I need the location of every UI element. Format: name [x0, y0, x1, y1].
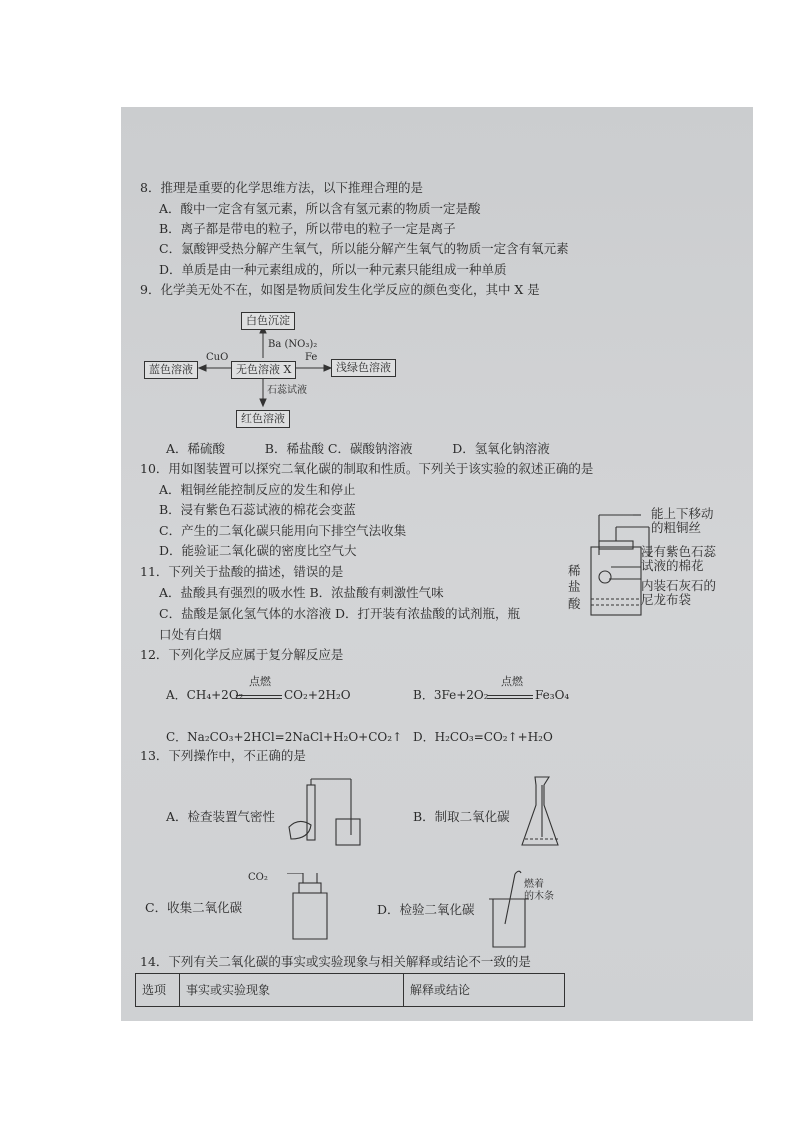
q9-box-top: 白色沉淀 — [241, 312, 295, 330]
q12-b-reaction-sign — [487, 695, 533, 699]
q13-option-b: B．制取二氧化碳 — [413, 809, 510, 824]
q11-options-ab: A．盐酸具有强烈的吸水性 B．浓盐酸有刺激性气味 — [159, 585, 444, 600]
q13-option-a: A．检查装置气密性 — [166, 809, 276, 824]
q14-table-header — [135, 973, 565, 1007]
q10-label-cotton: 浸有紫色石蕊 试液的棉花 — [641, 544, 717, 574]
q9-options: A．稀硫酸 B．稀盐酸 C．碳酸钠溶液 D．氢氧化钠溶液 — [166, 441, 550, 456]
q10-label-acid: 稀 盐 酸 — [568, 563, 581, 611]
q8-option-a: A．酸中一定含有氢元素，所以含有氢元素的物质一定是酸 — [159, 201, 481, 216]
q12-a-condition: 点燃 — [249, 675, 271, 688]
q12-option-c: C．Na₂CO₃+2HCl=2NaCl+H₂O+CO₂↑ — [166, 730, 403, 744]
q9-box-right: 浅绿色溶液 — [331, 359, 396, 377]
q11-stem: 11．下列关于盐酸的描述，错误的是 — [140, 564, 344, 579]
q13-c-gas-bottle-figure — [285, 873, 335, 943]
q13-stem: 13．下列操作中，不正确的是 — [140, 748, 306, 763]
q14-col-conclusion: 解释或结论 — [410, 983, 471, 997]
q14-col-option: 选项 — [136, 974, 180, 1006]
q12-a-reaction-sign — [236, 695, 282, 699]
q12-option-a: A．CH₄+2O₂ — [166, 688, 244, 702]
q9-box-center: 无色溶液 X — [231, 361, 296, 379]
q8-option-c: C．氯酸钾受热分解产生氧气，所以能分解产生氧气的物质一定含有氧元素 — [159, 241, 569, 256]
q13-b-co2-flask-figure — [517, 767, 567, 857]
q13-a-airtightness-figure — [281, 775, 361, 855]
q13-co2-label: CO₂ — [248, 872, 268, 883]
q9-arrows — [121, 302, 753, 452]
q9-label-bottom: 石蕊试液 — [267, 385, 307, 396]
q10-stem: 10．用如图装置可以探究二氧化碳的制取和性质。下列关于该实验的叙述正确的是 — [140, 461, 594, 476]
q12-option-d: D．H₂CO₃=CO₂↑+H₂O — [413, 730, 553, 744]
q8-option-b: B．离子都是带电的粒子，所以带电的粒子一定是离子 — [159, 221, 456, 236]
q13-d-test-figure — [483, 869, 533, 949]
q9-label-right: Fe — [305, 352, 318, 363]
q12-stem: 12．下列化学反应属于复分解反应是 — [140, 647, 344, 662]
q12-b-condition: 点燃 — [501, 675, 523, 688]
q12-a-products: CO₂+2H₂O — [284, 688, 351, 702]
q11-options-cd: C．盐酸是氯化氢气体的水溶液 D．打开装有浓盐酸的试剂瓶，瓶 — [159, 606, 521, 621]
q10-option-a: A．粗铜丝能控制反应的发生和停止 — [159, 482, 356, 497]
q9-stem: 9．化学美无处不在，如图是物质间发生化学反应的颜色变化，其中 X 是 — [140, 282, 540, 297]
exam-paper — [121, 107, 753, 1021]
q14-stem: 14．下列有关二氧化碳的事实或实验现象与相关解释或结论不一致的是 — [140, 954, 531, 969]
q14-col-fact: 事实或实验现象 — [180, 974, 404, 1006]
q10-option-d: D．能验证二氧化碳的密度比空气大 — [159, 543, 357, 558]
q8-option-d: D．单质是由一种元素组成的，所以一种元素只能组成一种单质 — [159, 262, 507, 277]
q10-label-nylon-bag: 内装石灰石的 尼龙布袋 — [641, 578, 717, 608]
q9-label-top: Ba (NO₃)₂ — [268, 339, 318, 350]
q8-stem: 8．推理是重要的化学思维方法，以下推理合理的是 — [140, 180, 423, 195]
q13-match-label: 燃着 的木条 — [524, 879, 554, 902]
q13-option-d: D．检验二氧化碳 — [377, 902, 475, 917]
q12-option-b: B．3Fe+2O₂ — [413, 688, 489, 702]
q12-b-products: Fe₃O₄ — [535, 688, 570, 702]
q11-option-d-cont: 口处有白烟 — [159, 627, 222, 642]
q9-label-left: CuO — [206, 352, 229, 363]
q9-box-left: 蓝色溶液 — [144, 361, 198, 379]
q10-label-copper-wire: 能上下移动 的粗铜丝 — [651, 506, 714, 536]
q10-option-c: C．产生的二氧化碳只能用向下排空气法收集 — [159, 523, 407, 538]
q10-option-b: B．浸有紫色石蕊试液的棉花会变蓝 — [159, 502, 356, 517]
q13-option-c: C．收集二氧化碳 — [145, 900, 243, 915]
q9-box-bottom: 红色溶液 — [236, 410, 290, 428]
